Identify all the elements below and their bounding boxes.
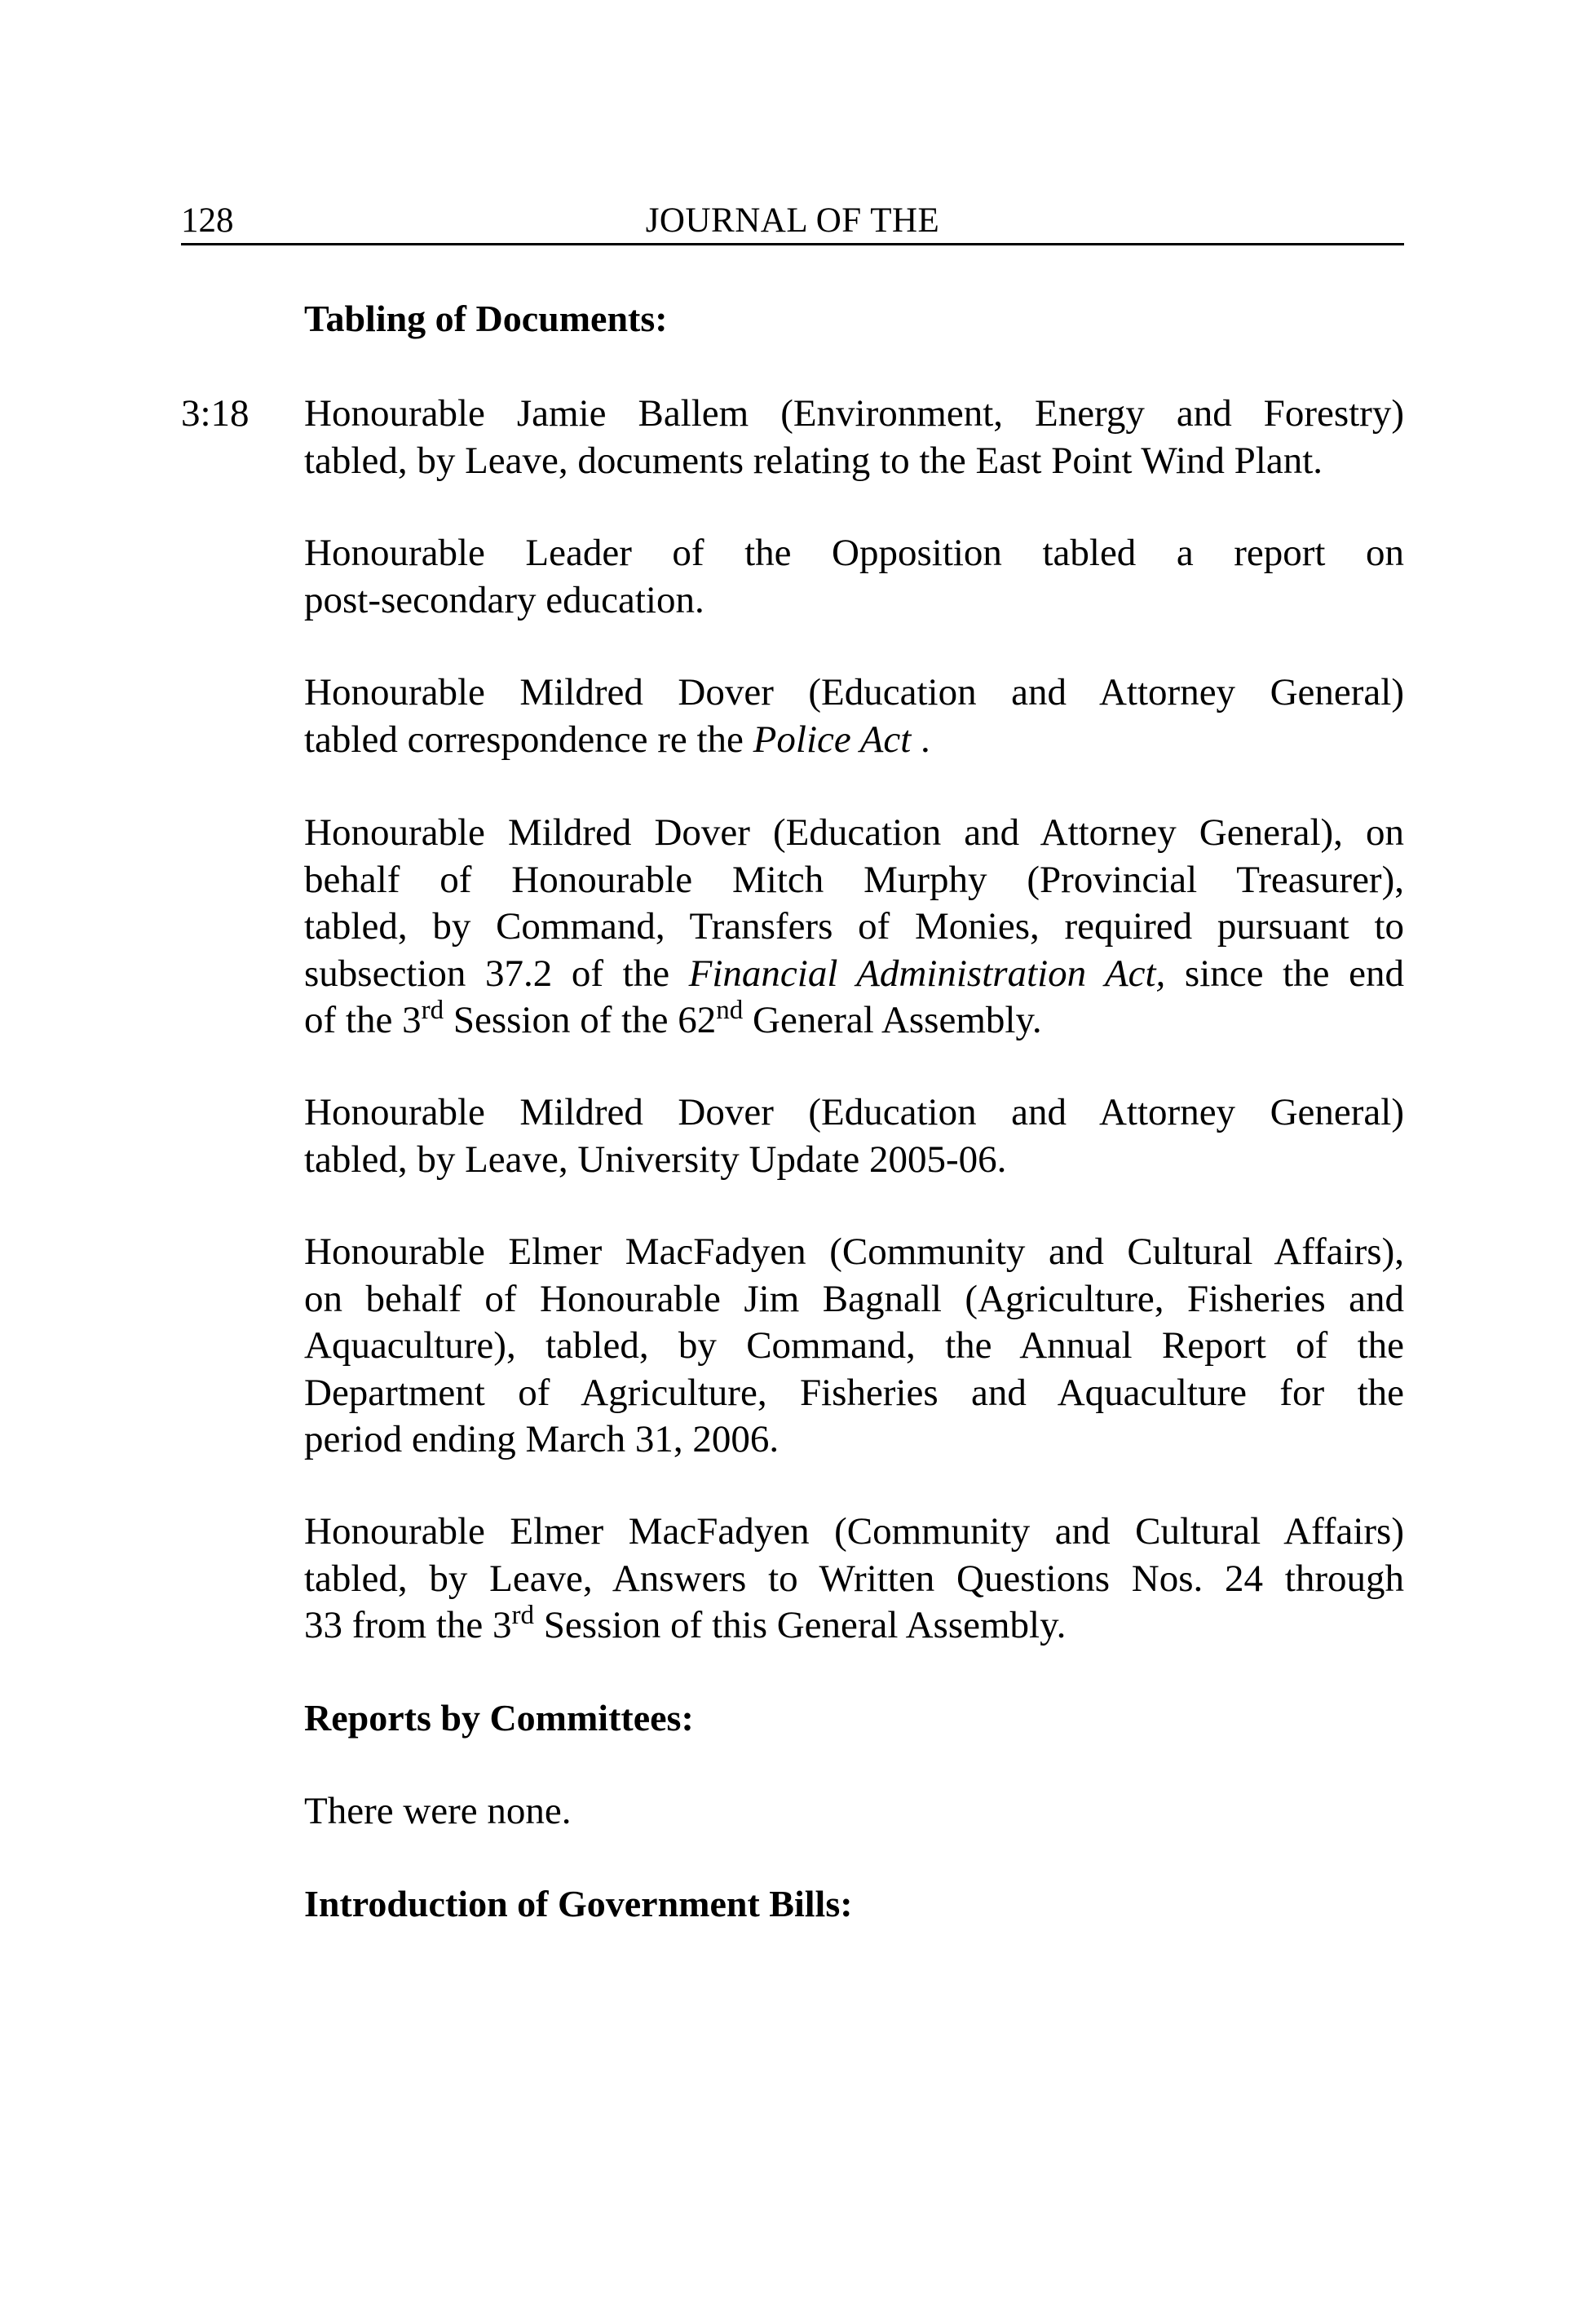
text-run: Session of this General Assembly. bbox=[534, 1604, 1067, 1646]
tabling-of-documents-heading: Tabling of Documents: bbox=[304, 298, 668, 339]
text-line: tabled, by Command, Transfers of Monies, required pursuant to bbox=[304, 905, 1404, 948]
text-run: 33 from the 3 bbox=[304, 1604, 512, 1646]
text-line: tabled, by Leave, University Update 2005-06. bbox=[304, 1138, 1007, 1181]
text-line: tabled, by Leave, documents relating to the East Point Wind Plant. bbox=[304, 439, 1323, 482]
text-line: on behalf of Honourable Jim Bagnall (Agriculture, Fisheries and bbox=[304, 1277, 1404, 1320]
text-run: tabled correspondence re the bbox=[304, 718, 753, 761]
text-run: subsection 37.2 of the bbox=[304, 952, 689, 995]
reports-text bbox=[304, 1788, 1404, 1836]
text-line: There were none. bbox=[304, 1790, 572, 1832]
text-run: General Assembly. bbox=[743, 999, 1042, 1041]
running-header bbox=[181, 199, 1404, 245]
text-line: Honourable Mildred Dover (Education and Attorney General), on bbox=[304, 811, 1404, 854]
ordinal-suffix: nd bbox=[716, 996, 744, 1025]
ordinal-suffix: rd bbox=[511, 1601, 535, 1630]
item-number: 3:18 bbox=[181, 392, 250, 435]
journal-title: JOURNAL OF THE bbox=[645, 201, 940, 240]
text-line: Honourable Elmer MacFadyen (Community and Cultural Affairs) bbox=[304, 1510, 1404, 1553]
act-title: Police Act bbox=[753, 718, 912, 761]
tabling-paragraph-2 bbox=[304, 530, 1404, 624]
text-line: Honourable Jamie Ballem (Environment, Energy and Forestry) bbox=[304, 392, 1404, 435]
text-line bbox=[304, 997, 1404, 1045]
text-line: post-secondary education. bbox=[304, 578, 704, 621]
reports-by-committees-heading: Reports by Committees: bbox=[304, 1697, 694, 1739]
tabling-paragraph-1 bbox=[304, 391, 1404, 484]
text-run: of the 3 bbox=[304, 999, 422, 1041]
text-line: tabled, by Leave, Answers to Written Questions Nos. 24 through bbox=[304, 1557, 1404, 1600]
tabling-paragraph-6 bbox=[304, 1229, 1404, 1464]
ordinal-suffix: rd bbox=[421, 996, 444, 1025]
text-line: Honourable Elmer MacFadyen (Community and Cultural Affairs), bbox=[304, 1230, 1404, 1273]
text-line: Honourable Leader of the Opposition tabled a report on bbox=[304, 532, 1404, 574]
text-line bbox=[304, 717, 1404, 764]
text-line: period ending March 31, 2006. bbox=[304, 1418, 780, 1460]
text-line bbox=[304, 951, 1404, 998]
tabling-paragraph-3 bbox=[304, 669, 1404, 763]
text-line: Honourable Mildred Dover (Education and Attorney General) bbox=[304, 1091, 1404, 1133]
introduction-of-government-bills-heading: Introduction of Government Bills: bbox=[304, 1883, 853, 1924]
text-line: Honourable Mildred Dover (Education and Attorney General) bbox=[304, 671, 1404, 714]
tabling-paragraph-4 bbox=[304, 810, 1404, 1045]
tabling-paragraph-7 bbox=[304, 1509, 1404, 1650]
text-line: Aquaculture), tabled, by Command, the Annual Report of the bbox=[304, 1324, 1404, 1367]
text-run: . bbox=[911, 718, 930, 761]
act-title: Financial Administration Act, bbox=[688, 952, 1166, 995]
text-line: Department of Agriculture, Fisheries and Aquaculture for the bbox=[304, 1371, 1404, 1414]
text-line bbox=[304, 1602, 1404, 1650]
text-run: since the end bbox=[1165, 952, 1404, 995]
tabling-paragraph-5 bbox=[304, 1089, 1404, 1183]
text-line: behalf of Honourable Mitch Murphy (Provincial Treasurer), bbox=[304, 858, 1404, 901]
text-run: Session of the 62 bbox=[444, 999, 717, 1041]
page-number: 128 bbox=[181, 201, 234, 240]
